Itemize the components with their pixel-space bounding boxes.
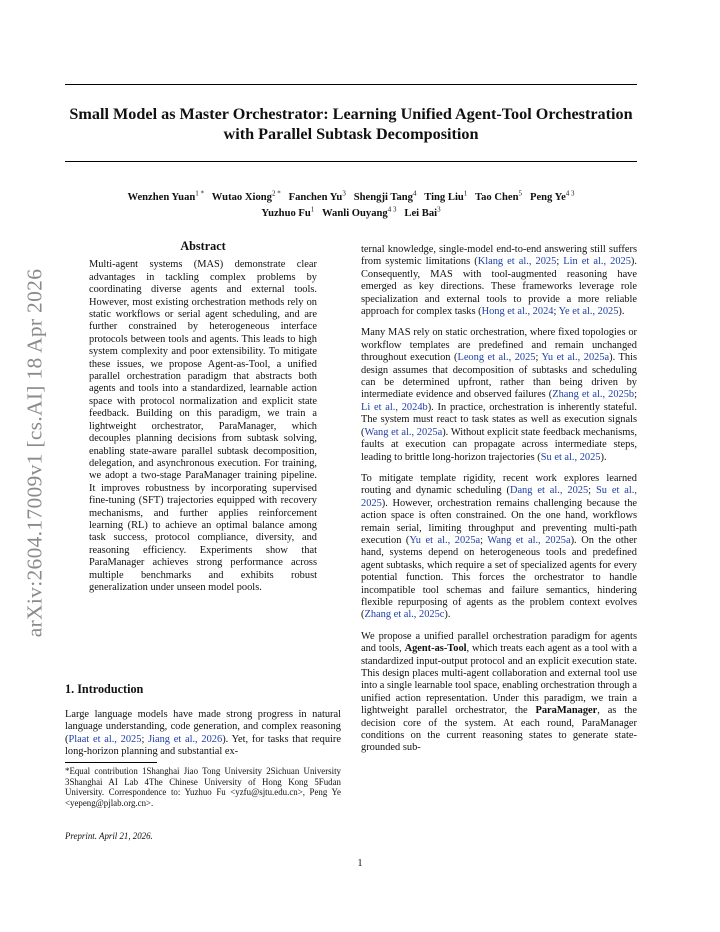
author: Wenzhen Yuan$^{1 *}$ [127,189,205,203]
right-column [361,244,637,764]
abstract-text: Multi-agent systems (MAS) demonstrate clear advantages in tackling complex problems by coordinating diverse agents and external tools. However, most existing orchestration methods rely on static workflows or serial agent scheduling, and are further constrained by heterogeneous interface protocols between tools and agents. This leads to high system complexity and poor extensibility. To mitigate these issues, we propose Agent-as-Tool, a unified parallel orchestration paradigm that abstracts both agents and tools into a standardized, learnable action space with protocol normalization and explicit state feedback. Building on this paradigm, we train a lightweight orchestrator, ParaManager, which decouples planning decisions from subtask solving, enabling state-aware parallel subtask decomposition, delegation, and asynchronous execution. For training, we adopt a two-stage ParaManager training pipeline. It improves robustness by incorporating supervised fine-tuning (SFT) trajectories equipped with recovery mechanisms, and further applies reinforcement learning (RL) to achieve an optimal balance among task success, protocol compliance, diversity, and reasoning efficiency. Experiments show that ParaManager achieves strong performance across multiple benchmarks and exhibits robust generalization under unseen model pools. [89,259,317,593]
citation-link[interactable]: Yu et al., 2025a [409,534,481,546]
title-top-rule [65,84,637,85]
author-list [65,187,637,220]
citation-link[interactable]: Yu et al., 2025a [541,352,610,364]
citation-link[interactable]: Leong et al., 2025 [457,352,536,364]
page-number: 1 [357,858,363,869]
author: Wutao Xiong$^{2 *}$ [211,189,281,203]
citation-link[interactable]: Su et al., 2025 [540,451,601,463]
citation-link[interactable]: Ye et al., 2025 [558,306,619,318]
citation-link[interactable]: Plaat et al., 2025 [68,733,142,745]
paper-title: Small Model as Master Orchestrator: Learning Unified Agent-Tool Orchestration with Parallel Subtask Decomposition [69,105,633,143]
citation-link[interactable]: Su et al., 2025 [361,485,637,509]
citation-link[interactable]: Li et al., 2024b [361,401,428,413]
author: Ting Liu$^1$ [424,189,468,203]
footnote-rule [65,762,157,763]
section-heading-introduction: 1. Introduction [65,682,144,696]
author: Lei Bai$^3$ [404,205,441,220]
citation-link[interactable]: Zhang et al., 2025c [364,609,445,621]
author: Tao Chen$^5$ [475,189,523,203]
citation-link[interactable]: Jiang et al., 2026 [148,733,223,745]
intro-paragraph: Many MAS rely on static orchestration, where fixed topologies or workflow templates are predefined and remain unchanged throughout execution (Leong et al., 2025; Yu et al., 2025a). This design assumes that decomposition of subtasks and scheduling can be determined upfront, rather than being driven by intermediate evidence and observed failures (Zhang et al., 2025b; Li et al., 2024b). In practice, orchestration is inherently stateful. The system must react to task states as well as execution signals (Wang et al., 2025a). Without explicit state feedback mechanisms, faults at execution can propagate across intermediate steps, leading to brittle long-horizon trajectories (Su et al., 2025). [361,327,638,463]
term-paramanager: ParaManager [535,705,598,717]
intro-paragraph: To mitigate template rigidity, recent work explores learned routing and dynamic scheduling (Dang et al., 2025; Su et al., 2025). However, orchestration remains challenging because the action space is often constrained. On the one hand, workflows remain serial, limiting throughput and preventing multi-path execution (Yu et al., 2025a; Wang et al., 2025a). On the other hand, systems depend on heterogeneous tools and predefined agent subtasks, which require a set of specialized agents for every potential function. This forces the orchestrator to handle incompatible tool schemas and failure semantics, hindering flexible repurposing of agents as the problem context evolves (Zhang et al., 2025c). [361,472,638,621]
term-agent-as-tool: Agent-as-Tool [404,643,467,655]
citation-link[interactable]: Hong et al., 2024 [481,306,554,318]
intro-paragraph: Large language models have made strong progress in natural language understanding, code generation, and complex reasoning (Plaat et al., 2025; Jiang et al., 2026). Yet, for tasks that require long-horizon planning and substantial ex- [65,709,341,758]
citation-link[interactable]: Wang et al., 2025a [487,534,571,546]
title-bottom-rule [65,161,637,162]
left-column [65,239,341,841]
intro-paragraph: ternal knowledge, single-model end-to-end answering still suffers from systemic limitations (Klang et al., 2025; Lin et al., 2025). Consequently, MAS with tool-augmented reasoning have emerged as key directions. These frameworks leverage role specialization and external tools to provide a more reliable approach for complex tasks (Hong et al., 2024; Ye et al., 2025). [361,244,637,318]
citation-link[interactable]: Zhang et al., 2025b [552,389,635,401]
author: Fanchen Yu$^3$ [288,189,346,203]
citation-link[interactable]: Klang et al., 2025 [477,256,557,268]
intro-paragraph: We propose a unified parallel orchestration paradigm for agents and tools, Agent-as-Tool, which treats each agent as a tool with a standardized input-output protocol and an explicit execution state. This design places multi-agent collaboration and external tool use into a single learnable tool space, enabling orchestration through a unified action representation. Under this paradigm, we train a lightweight parallel orchestrator, the ParaManager, as the decision core of the system. At each round, ParaManager conditions on the current reasoning states to generate state-grounded sub- [361,630,637,754]
author: Shengji Tang$^4$ [353,189,417,203]
author: Wanli Ouyang$^{4 3}$ [322,205,397,220]
author: Yuzhuo Fu$^1$ [261,205,315,220]
citation-link[interactable]: Wang et al., 2025a [364,426,443,438]
citation-link[interactable]: Lin et al., 2025 [563,256,631,268]
preprint-date: Preprint. April 21, 2026. [65,831,153,841]
arxiv-stamp: arXiv:2604.17009v1 [cs.AI] 18 Apr 2026 [22,268,47,638]
abstract-heading: Abstract [180,239,226,253]
citation-link[interactable]: Dang et al., 2025 [509,485,589,497]
footnote-affiliations: *Equal contribution 1Shanghai Jiao Tong University 2Sichuan University 3Shanghai AI Lab 4The Chinese University of Hong Kong 5Fudan University. Correspondence to: Yuzhuo Fu <yzfu@sjtu.edu.cn>, Peng Ye <yepeng@pjlab.org.cn>. [65,766,341,808]
author: Peng $Ye^{4 3}$ [529,189,575,203]
